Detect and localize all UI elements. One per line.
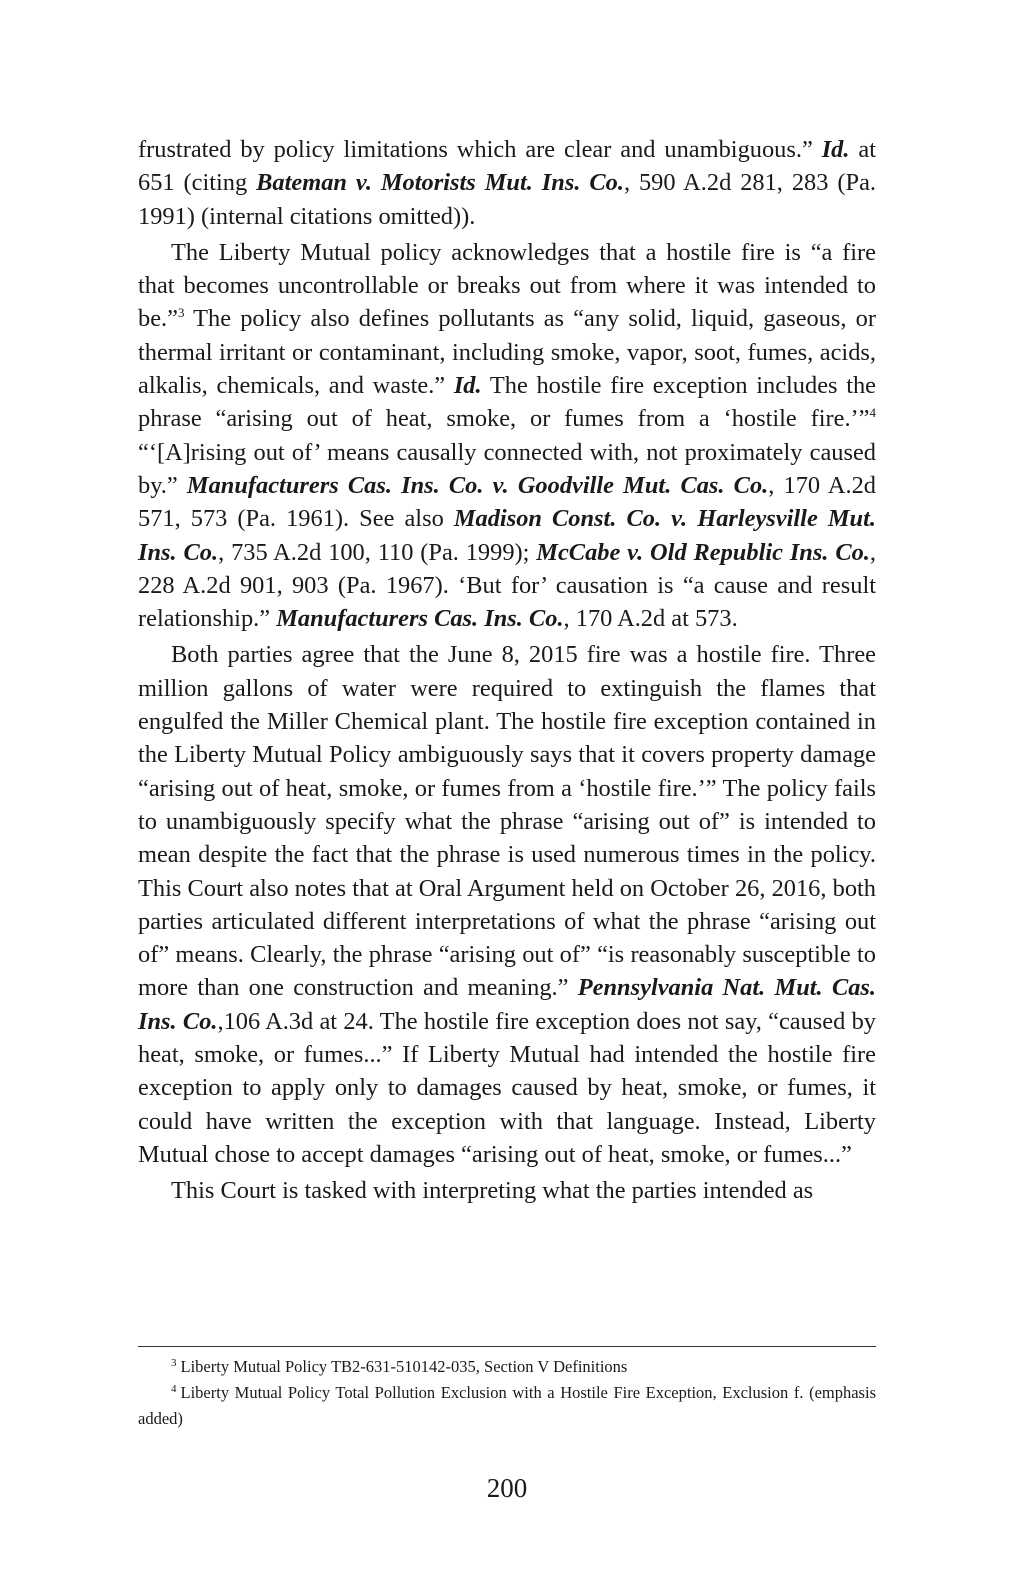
text-run: frustrated by policy limitations which are clear and unambiguous.”	[138, 136, 822, 163]
case-citation: Pennsylvania Nat. Mut. Cas. Ins. Co.	[138, 974, 877, 1035]
case-citation: Id.	[821, 136, 850, 163]
footnote-text: Liberty Mutual Policy TB2-631-510142-035, Section V Definitions	[180, 1357, 628, 1376]
case-citation: Bateman v. Motorists Mut. Ins. Co.	[256, 169, 624, 197]
text-run: , 590 A.2d 281, 283 (Pa. 1991) (internal citations omitted)).	[138, 169, 876, 230]
paragraph	[138, 1174, 876, 1207]
text-run: The Liberty Mutual policy acknowledges that a hostile fire is “a fire that becomes uncontrollable or breaks out from where it was intended to be.”	[138, 238, 876, 333]
footnote-reference: 3	[177, 305, 185, 321]
case-citation: Manufacturers Cas. Ins. Co. v. Goodville Mut. Cas. Co.	[186, 471, 769, 499]
text-run: The hostile fire exception includes the phrase “arising out of heat, smoke, or fumes from a ‘hostile fire.’”	[138, 372, 876, 433]
text-run: at 651 (citing	[138, 136, 876, 197]
footnote-text: Liberty Mutual Policy Total Pollution Exclusion with a Hostile Fire Exception, Exclusion f. (emphasis added)	[138, 1383, 876, 1428]
footnote-reference: 4	[869, 405, 876, 421]
text-run: This Court is tasked with interpreting what the parties intended as	[171, 1177, 814, 1205]
text-run: “‘[A]rising out of’ means causally connected with, not proximately caused by.”	[138, 438, 876, 499]
text-run: , 228 A.2d 901, 903 (Pa. 1967). ‘But for’ causation is “a cause and result relationship.”	[138, 538, 877, 633]
footnote-number: 3	[171, 1357, 177, 1369]
text-run: Both parties agree that the June 8, 2015 fire was a hostile fire. Three million gallons of water were required to extinguish the flames that engulfed the Miller Chemical plant. The hostile fire exception contained in the Liberty Mutual Policy ambiguously says that it covers property damage “arising out of heat, smoke, or fumes from a ‘hostile fire.’” The policy fails to unambiguously specify what the phrase “arising out of” is intended to mean despite the fact that the phrase is used numerous times in the policy. This Court also notes that at Oral Argument held on October 26, 2016, both parties articulated different interpretations of what the phrase “arising out of” means. Clearly, the phrase “arising out of” “is reasonably susceptible to more than one construction and meaning.”	[138, 641, 876, 1002]
footnote-number: 4	[171, 1383, 177, 1395]
paragraph	[138, 638, 876, 1171]
footnotes	[138, 1354, 876, 1432]
footnote	[138, 1380, 876, 1432]
case-citation: Madison Const. Co. v. Harleysville Mut. Ins. Co.	[138, 505, 876, 566]
paragraph	[138, 133, 876, 233]
page-number: 200	[486, 1473, 528, 1503]
case-citation: Id.	[453, 372, 482, 400]
case-citation: Manufacturers Cas. Ins. Co.	[276, 605, 564, 633]
paragraph	[138, 236, 876, 636]
case-citation: McCabe v. Old Republic Ins. Co.	[536, 538, 870, 566]
text-run: , 170 A.2d 571, 573 (Pa. 1961). See also	[138, 471, 877, 533]
text-run: , 170 A.2d at 573.	[563, 605, 738, 633]
footnote	[138, 1354, 876, 1380]
text-run: ,106 A.3d at 24. The hostile fire exception does not say, “caused by heat, smoke, or fumes...” If Liberty Mutual had intended the hostile fire exception to apply only to damages caused by heat, smoke, or fumes, it could have written the exception with that language. Instead, Liberty Mutual chose to accept damages “arising out of heat, smoke, or fumes...”	[138, 1007, 876, 1168]
body-text	[138, 133, 876, 1208]
text-run: The policy also defines pollutants as “any solid, liquid, gaseous, or thermal irritant or contaminant, including smoke, vapor, soot, fumes, acids, alkalis, chemicals, and waste.”	[138, 305, 876, 400]
text-run: , 735 A.2d 100, 110 (Pa. 1999);	[218, 538, 537, 566]
footnote-divider	[138, 1346, 876, 1347]
